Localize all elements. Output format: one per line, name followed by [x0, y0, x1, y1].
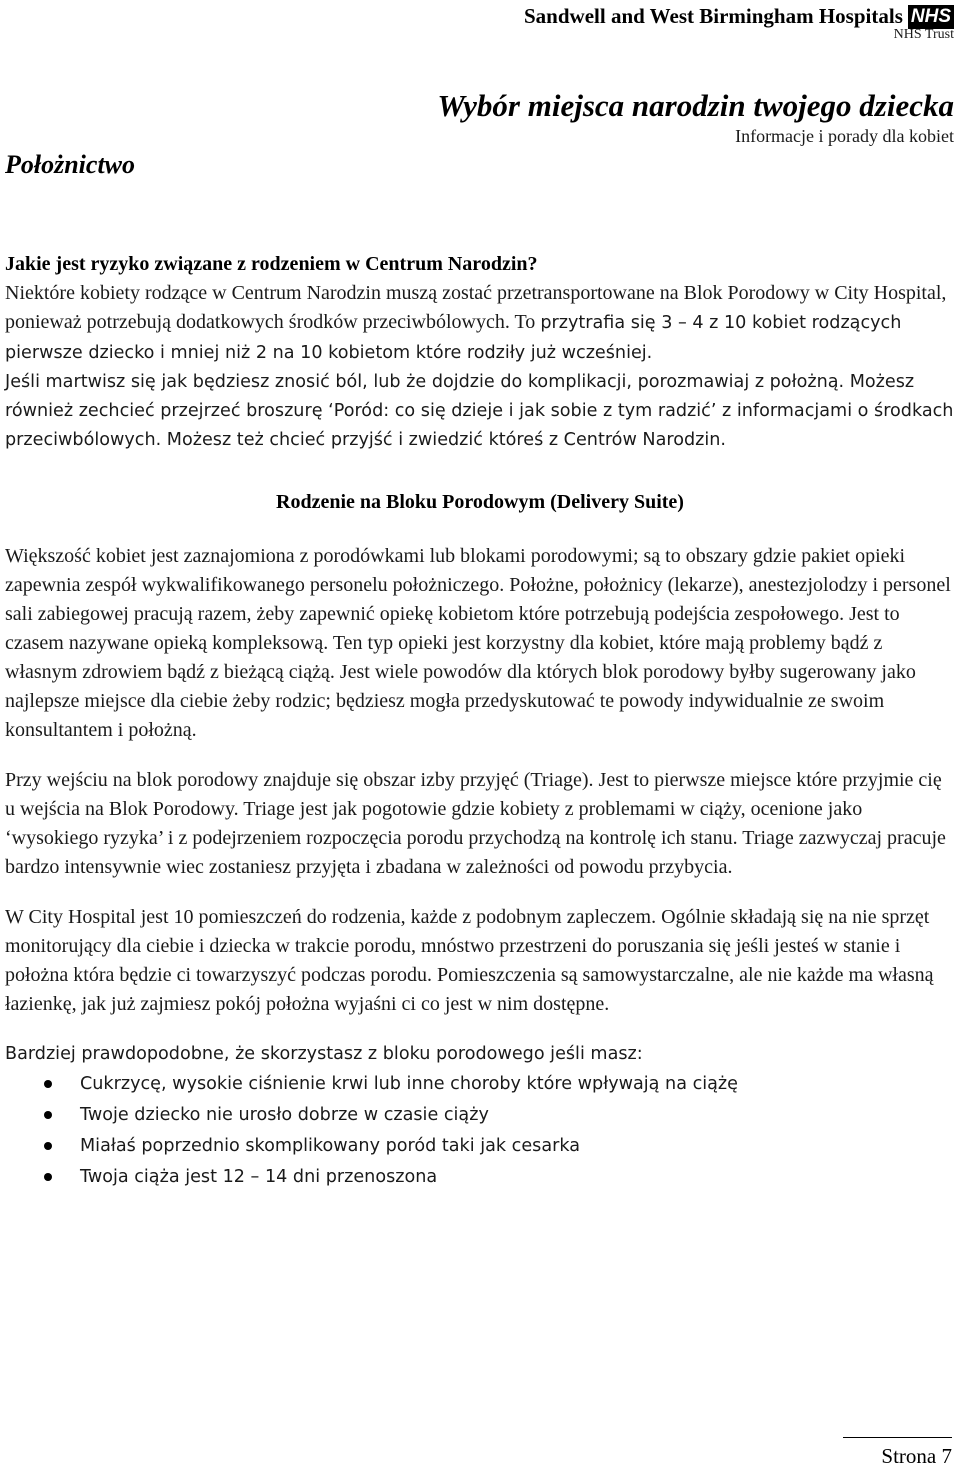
document-subtitle: Informacje i porady dla kobiet [735, 126, 954, 146]
paragraph-delivery-suite: Większość kobiet jest zaznajomiona z porodówkami lub blokami porodowymi; są to obszary gdzie pakiet opieki zapewnia zespół wykwalifikowanego personelu położniczego. Położne, położnicy (lekarze), anestezjolodzy i personel sali zabiegowej pracują razem, żeby zapewnić opiekę kobietom które potrzebują podejścia zespołowego. Jest to czasem nazywane opieką kompleksową. Ten typ opieki jest korzystny dla kobiet, które mają problemy bądź z własnym zdrowiem bądź z bieżącą ciążą. Jest wiele powodów dla których blok porodowy byłby sugerowany jako najlepsze miejsce dla ciebie żeby rodzic; będziesz mogła przedyskutować te powody indywidualnie ze swoim konsultantem i położną. [5, 545, 951, 741]
risk-paragraph-part1-tail: To [514, 311, 536, 333]
section-label: Położnictwo [5, 150, 136, 179]
trust-name: NHS Trust [893, 27, 954, 42]
nhs-logo: NHS [908, 5, 954, 29]
organization-name: Sandwell and West Birmingham Hospitals [524, 4, 903, 28]
risk-question-heading: Jakie jest ryzyko związane z rodzeniem w Centrum Narodzin? [5, 253, 538, 275]
paragraph-triage: Przy wejściu na blok porodowy znajduje się obszar izby przyjęć (Triage). Jest to pierwsze miejsce które przyjmie cię u wejścia na Blok Porodowy. Triage jest jak pogotowie gdzie kobiety z problemami w ciąży, ocenione jako ‘wysokiego ryzyka’ i z podejrzeniem rozpoczęcia porodu przychodzą na kontrolę ich stanu. Triage zazwyczaj pracuje bardzo intensywnie wiec zostaniesz przyjęta i zbadana w zależności od powodu przybycia. [5, 769, 946, 878]
risk-paragraph [5, 279, 955, 368]
delivery-suite-heading: Rodzenie na Bloku Porodowym (Delivery Suite) [276, 491, 684, 513]
main-content [5, 250, 955, 1193]
list-item: Twoja ciąża jest 12 – 14 dni przenoszona [5, 1162, 955, 1193]
risk-paragraph-part1: Niektóre kobiety rodzące w Centrum Narodzin muszą zostać przetransportowane na Blok Porodowy w City Hospital, ponieważ potrzebują dodatkowych środków przeciwbólowych. [5, 282, 947, 333]
paragraph-birth-rooms: W City Hospital jest 10 pomieszczeń do rodzenia, każde z podobnym zapleczem. Ogólnie składają się na nie sprzęt monitorujący dla ciebie i dziecka w trakcie porodu, mnóstwo przestrzeni do poruszania się jeśli jesteś w stanie i położna która będzie ci towarzyszyć podczas porodu. Pomieszczenia są samowystarczalne, ale nie każde ma własną łazienkę, jak już zajmiesz pokój położna wyjaśni ci co jest w nim dostępne. [5, 906, 934, 1015]
risk-paragraph-part2: przytrafia się 3 – 4 z 10 kobiet rodzących pierwsze dziecko i mniej niż 2 na 10 kobietom które rodziły już wcześniej. [5, 313, 902, 363]
organization-header [524, 4, 954, 43]
list-item: Miałaś poprzednio skomplikowany poród taki jak cesarka [5, 1131, 955, 1162]
list-item: Cukrzycę, wysokie ciśnienie krwi lub inne choroby które wpływają na ciążę [5, 1069, 955, 1100]
risk-advice-paragraph: Jeśli martwisz się jak będziesz znosić ból, lub że dojdzie do komplikacji, porozmawiaj z położną. Możesz również zechcieć przejrzeć broszurę ‘Poród: co się dzieje i jak sobie z tym radzić’ z informacjami o środkach przeciwbólowych. Możesz też chcieć przyjść i zwiedzić któreś z Centrów Narodzin. [5, 372, 954, 450]
document-title: Wybór miejsca narodzin twojego dziecka [437, 88, 954, 123]
page-number: Strona 7 [881, 1444, 952, 1468]
list-item: Twoje dziecko nie urosło dobrze w czasie ciąży [5, 1100, 955, 1131]
reasons-list [5, 1069, 955, 1193]
footer-rule [843, 1437, 952, 1438]
list-intro: Bardziej prawdopodobne, że skorzystasz z bloku porodowego jeśli masz: [5, 1044, 643, 1064]
